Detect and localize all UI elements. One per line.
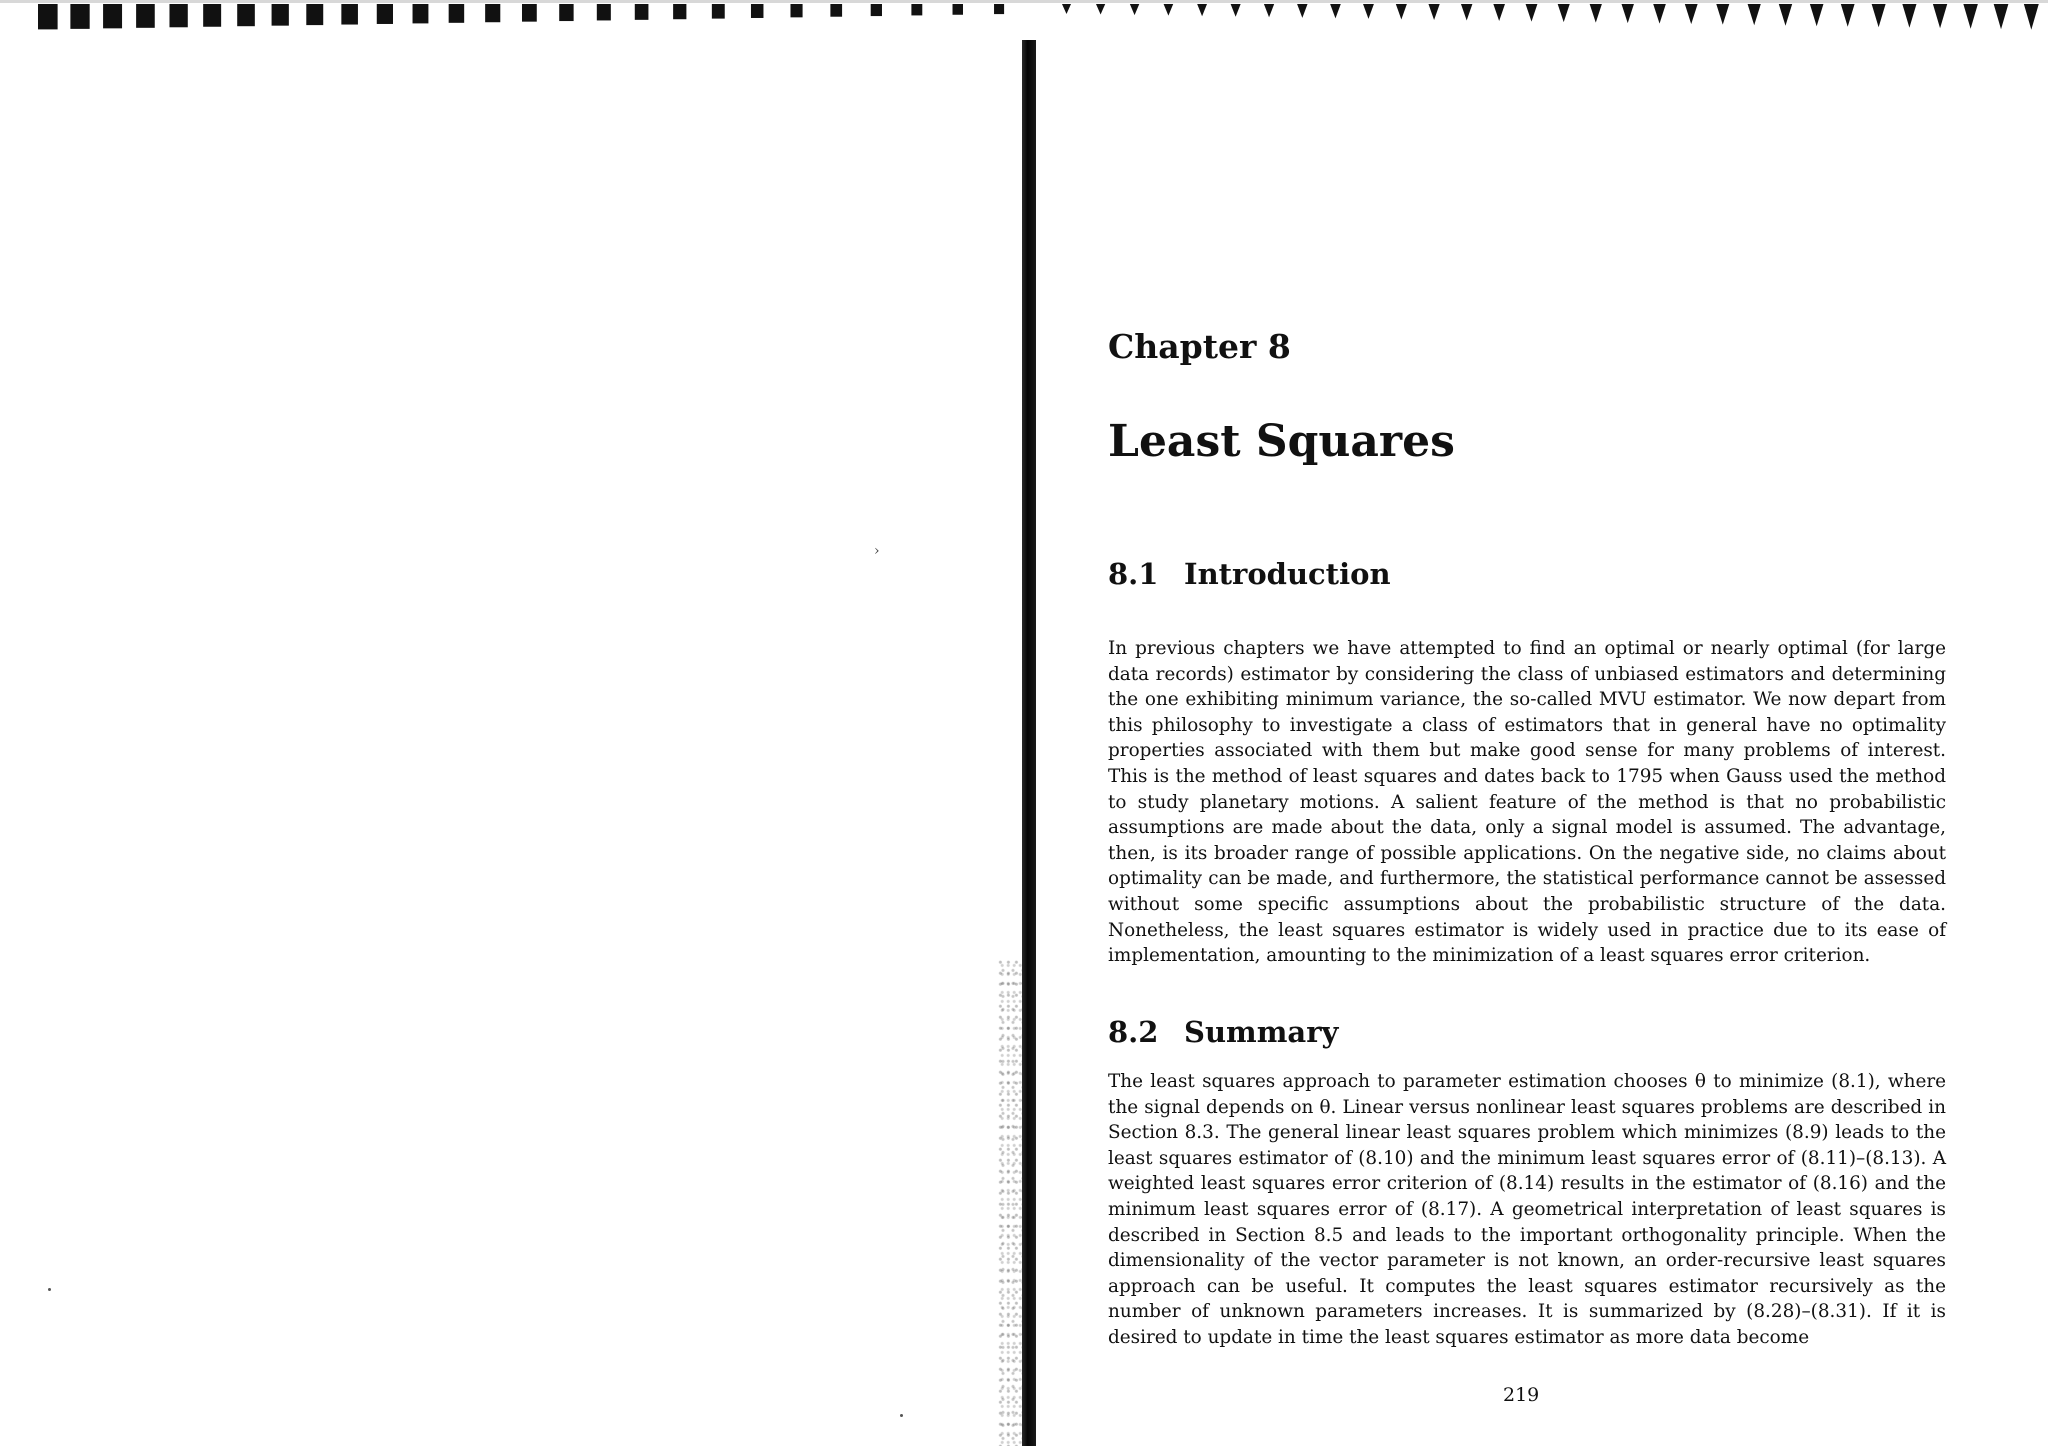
- perforation-notch: [830, 4, 842, 17]
- perforation-notch: [485, 4, 500, 22]
- perforation-notch: [237, 4, 255, 26]
- perforation-notch: [1810, 4, 1824, 26]
- perforation-notch: [1062, 4, 1071, 14]
- perforation-notch: [522, 4, 537, 22]
- perforation-notch: [1164, 4, 1174, 16]
- summary-paragraph: The least squares approach to parameter estimation chooses θ to minimize (8.1), where the signal depends on θ. Linear versus nonlinear least squares problems are described in Section 8.3. The general linear least squares problem which minimizes (8.9) leads to the least squares estimator of (8.10) and the minimum least squares error of (8.11)–(8.13). A weighted least squares error criterion of (8.14) results in the estimator of (8.16) and the minimum least squares error of (8.17). A geometrical interpretation of least squares is described in Section 8.5 and leads to the important orthogonality principle. When the dimensionality of the vector parameter is not known, an order-recursive least squares approach can be useful. It computes the least squares estimator recursively as the number of unknown parameters increases. It is summarized by (8.28)–(8.31). If it is desired to update in time the least squares estimator as more data become: [1108, 1071, 1946, 1348]
- perforation-notch: [306, 4, 323, 25]
- perforation-notch: [272, 4, 289, 26]
- introduction-paragraph: In previous chapters we have attempted to find an optimal or nearly optimal (for large data records) estimator by considering the class of unbiased estimators and determining the one exhibiting minimum variance, the so-called MVU estimator. We now depart from this philosophy to investigate a class of estimators that in general have no optimality properties associated with them but make good sense for many problems of interest. This is the method of least squares and dates back to 1795 when Gauss used the method to study planetary motions. A salient feature of the method is that no probabilistic assumptions are made about the data, only a signal model is assumed. The advantage, then, is its broader range of possible applications. On the negative side, no claims about optimality can be made, and furthermore, the statistical performance cannot be assessed without some specific assumptions about the probabilistic structure of the data. Nonetheless, the least squares estimator is widely used in practice due to its ease of implementation, amounting to the minimization of a least squares error criterion.: [1108, 638, 1946, 967]
- perforation-notch: [1779, 4, 1792, 26]
- perforation-notch: [911, 4, 922, 15]
- perforation-notch: [1396, 4, 1407, 19]
- perforation-notch: [1963, 4, 1978, 29]
- perforation-notch: [673, 4, 686, 19]
- perforation-notch: [1994, 4, 2009, 29]
- perforation-notch: [38, 4, 58, 29]
- perforation-notch: [1841, 4, 1855, 27]
- perforation-notch: [790, 4, 802, 17]
- perforation-notch: [1297, 4, 1307, 18]
- perforation-notch: [635, 4, 649, 20]
- chapter-label: Chapter 8: [1108, 327, 1291, 366]
- perforation-notch: [1748, 4, 1761, 25]
- perforation-notch: [871, 4, 882, 16]
- perforation-notch: [559, 4, 573, 21]
- perforation-notch: [1716, 4, 1729, 25]
- perforation-notch: [1363, 4, 1374, 19]
- perforation-notch: [136, 4, 155, 28]
- stray-mark: ›: [874, 543, 880, 559]
- perforation-notch: [597, 4, 611, 20]
- section-title: Introduction: [1184, 557, 1391, 591]
- perforation-notch: [449, 4, 465, 23]
- perforation-notch: [1558, 4, 1570, 22]
- page-number: 219: [1503, 1384, 1540, 1406]
- perforation-notch: [1461, 4, 1472, 21]
- perforation-notch: [751, 4, 763, 18]
- section-number: 8.1: [1108, 557, 1159, 591]
- perforation-notch: [1590, 4, 1602, 23]
- section-heading-introduction: [1108, 557, 1391, 591]
- section-number: 8.2: [1108, 1015, 1159, 1049]
- perforation-notch: [1872, 4, 1886, 27]
- perforation-notch: [1622, 4, 1634, 23]
- binding-perforation-strip: [0, 0, 2048, 42]
- section-title: Summary: [1184, 1015, 1339, 1049]
- section-heading-summary: [1108, 1015, 1339, 1049]
- perforation-notch: [169, 4, 187, 27]
- perforation-notch: [413, 4, 429, 23]
- perforation-notch: [70, 4, 89, 29]
- perforation-notch: [1264, 4, 1274, 17]
- book-spine: [1022, 40, 1036, 1446]
- perforation-notch: [2024, 4, 2039, 30]
- perforation-notch: [203, 4, 221, 27]
- perforation-notch: [377, 4, 393, 24]
- speck: [48, 1288, 51, 1291]
- perforation-notch: [1526, 4, 1538, 22]
- perforation-notch: [1685, 4, 1698, 24]
- perforation-notch: [1428, 4, 1439, 20]
- perforation-notch: [1231, 4, 1241, 17]
- perforation-notch: [1330, 4, 1341, 18]
- perforation-notch: [103, 4, 122, 28]
- perforation-notch: [1130, 4, 1139, 15]
- perforation-notch: [1493, 4, 1505, 21]
- perforation-notch: [1902, 4, 1916, 28]
- perforation-notch: [712, 4, 725, 19]
- speck: [900, 1414, 903, 1417]
- gutter-shadow: [998, 960, 1022, 1446]
- chapter-title: Least Squares: [1108, 416, 1455, 467]
- perforation-notch: [994, 4, 1004, 14]
- perforation-notch: [953, 4, 963, 15]
- perforation-notch: [1096, 4, 1105, 15]
- perforation-notch: [1653, 4, 1666, 24]
- perforation-notch: [341, 4, 358, 25]
- perforation-notch: [1933, 4, 1947, 28]
- perforation-notch: [1197, 4, 1207, 16]
